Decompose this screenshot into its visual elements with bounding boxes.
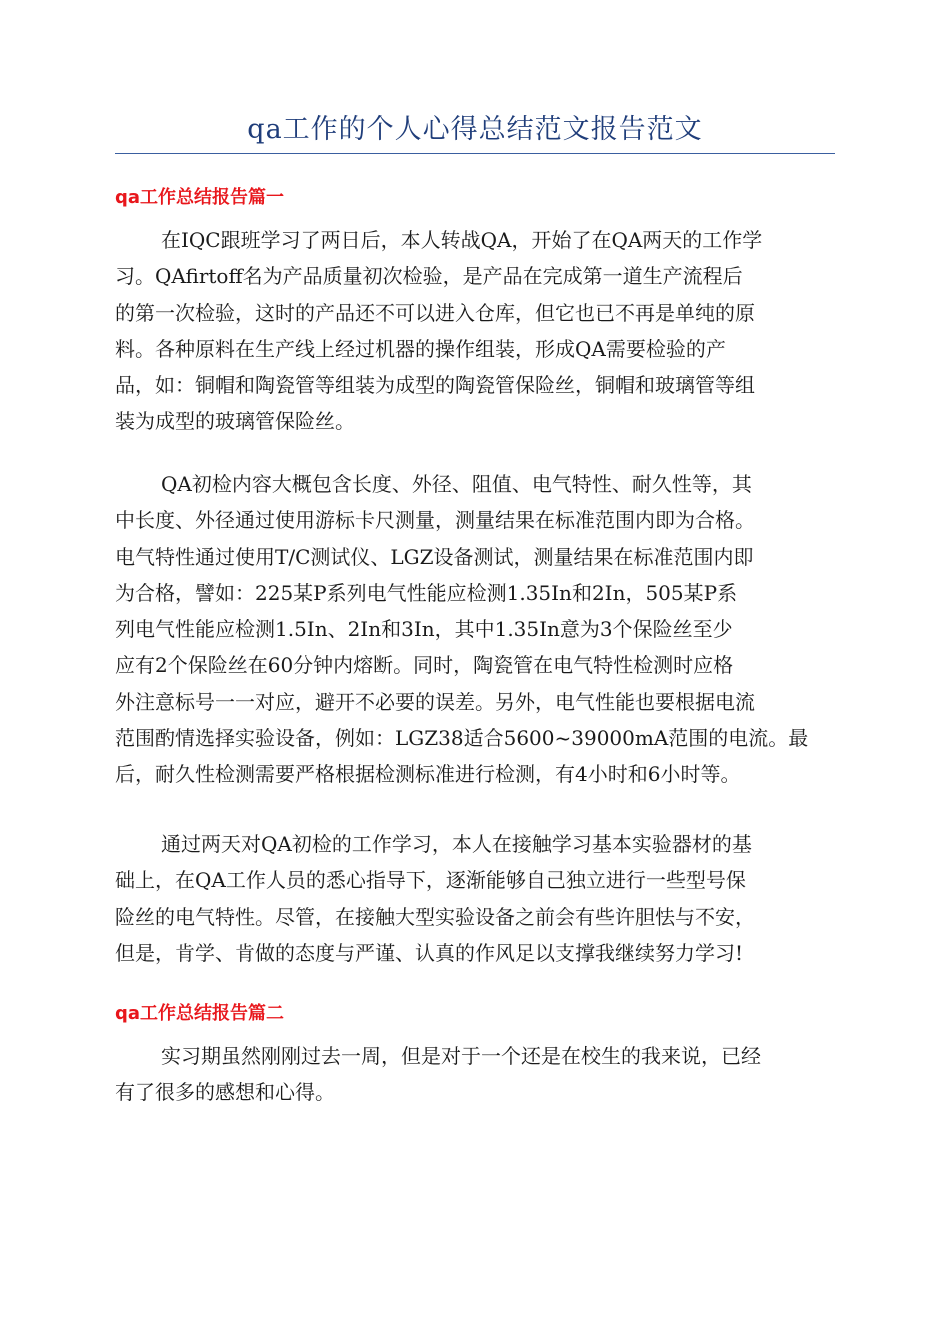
text-line: 装为成型的玻璃管保险丝。 <box>115 409 355 434</box>
text-line: 但是，肯学、肯做的态度与严谨、认真的作风足以支撑我继续努力学习! <box>115 940 744 965</box>
text-line: 电气特性通过使用T/C测试仪、LGZ设备测试，测量结果在标准范围内即 <box>115 544 754 569</box>
text-line: 习。QAfirtoff名为产品质量初次检验，是产品在完成第一道生产流程后 <box>115 264 743 289</box>
paragraph-1-2 <box>115 466 835 793</box>
section-heading-2: qa工作总结报告篇二 <box>115 1003 285 1024</box>
text-line: 通过两天对QA初检的工作学习，本人在接触学习基本实验器材的基 <box>161 832 752 856</box>
text-line: 础上，在QA工作人员的悉心指导下，逐渐能够自己独立进行一些型号保 <box>115 868 746 893</box>
text-line: 中长度、外径通过使用游标卡尺测量，测量结果在标准范围内即为合格。 <box>115 508 755 533</box>
text-line: 应有2个保险丝在60分钟内熔断。同时，陶瓷管在电气特性检测时应格 <box>115 653 734 678</box>
page-title: qa工作的个人心得总结范文报告范文 <box>247 114 703 145</box>
text-line: 险丝的电气特性。尽管，在接触大型实验设备之前会有些许胆怯与不安， <box>115 904 755 929</box>
text-line: 的第一次检验，这时的产品还不可以进入仓库，但它也已不再是单纯的原 <box>115 300 755 325</box>
paragraph-2-1 <box>115 1038 835 1111</box>
title-underline <box>115 153 835 154</box>
text-line: 列电气性能应检测1.5In、2In和3In，其中1.35In意为3个保险丝至少 <box>115 617 733 642</box>
text-line: 外注意标号一一对应，避开不必要的误差。另外，电气性能也要根据电流 <box>115 689 755 714</box>
text-line: 范围酌情选择实验设备，例如：LGZ38适合5600~39000mA范围的电流。最 <box>115 726 809 751</box>
paragraph-1-1 <box>115 222 835 440</box>
text-line: QA初检内容大概包含长度、外径、阻值、电气特性、耐久性等，其 <box>161 472 752 496</box>
text-line: 实习期虽然刚刚过去一周，但是对于一个还是在校生的我来说，已经 <box>161 1044 761 1068</box>
text-line: 为合格，譬如：225某P系列电气性能应检测1.35In和2In，505某P系 <box>115 580 738 605</box>
paragraph-1-3 <box>115 826 835 971</box>
section-heading-1: qa工作总结报告篇一 <box>115 187 285 208</box>
text-line: 料。各种原料在生产线上经过机器的操作组装，形成QA需要检验的产 <box>115 336 726 361</box>
text-line: 品，如：铜帽和陶瓷管等组装为成型的陶瓷管保险丝，铜帽和玻璃管等组 <box>115 373 755 398</box>
text-line: 有了很多的感想和心得。 <box>115 1080 335 1105</box>
text-line: 后，耐久性检测需要严格根据检测标准进行检测，有4小时和6小时等。 <box>115 762 741 787</box>
text-line: 在IQC跟班学习了两日后，本人转战QA，开始了在QA两天的工作学 <box>161 228 763 252</box>
